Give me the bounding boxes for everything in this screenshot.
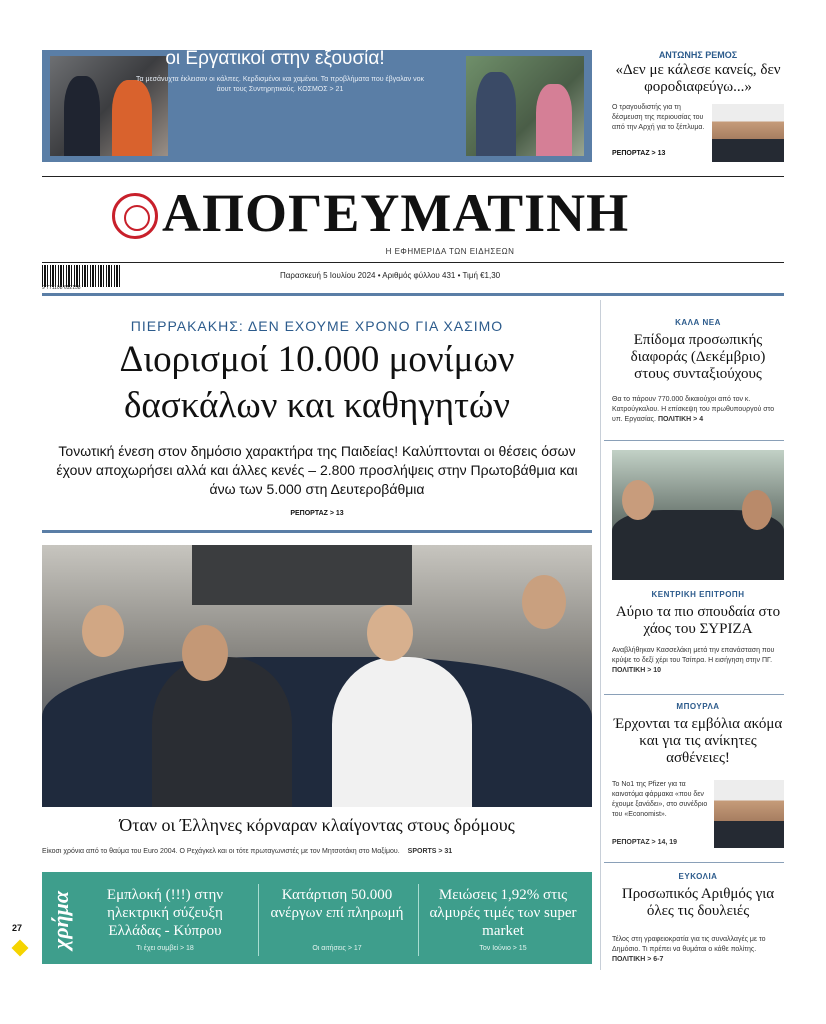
main-story-kicker: ΠΙΕΡΡΑΚΑΚΗΣ: ΔΕΝ ΕΧΟΥΜΕ ΧΡΟΝΟ ΓΙΑ ΧΑΣΙΜΟ bbox=[130, 318, 504, 334]
money-item-headline-2[interactable]: Κατάρτιση 50.000 ανέργων επί πληρωμή bbox=[270, 887, 404, 921]
bourla-portrait bbox=[714, 780, 784, 848]
banner-headline[interactable] bbox=[125, 24, 425, 70]
main-story-deck: Τονωτική ένεση στον δημόσιο χαρακτήρα της Παιδείας! Καλύπτονται οι θέσεις όσων έχουν αποχωρήσει αλλά και άλλες κενές – 2.800 προσλήψεις στην Πρωτοβάθμια και άνω των 5.000 στη Δευτεροβάθμια bbox=[56, 443, 578, 497]
banner-headline-line1: Πικρή ήττα για τον Σούνακ, bbox=[161, 25, 389, 46]
kentriki-headline[interactable]: Αύριο τα πιο σπουδαία στο χάος του ΣΥΡΙΖΑ bbox=[615, 604, 781, 637]
banner-kicker: ΕΚΛΟΓΕΣ ΣΤΗ ΜΕΓΑΛΗ ΒΡΕΤΑΝΙΑ bbox=[193, 8, 357, 18]
barcode-number: 9 771108 652158 bbox=[42, 285, 81, 291]
eykolia-headline[interactable]: Προσωπικός Αριθμός για όλες τις δουλειές bbox=[621, 886, 775, 919]
money-item-headline-1[interactable]: Εμπλοκή (!!!) στην ηλεκτρική σύζευξη Ελλάδας - Κύπρου bbox=[106, 887, 224, 939]
kala-nea-ref[interactable]: ΠΟΛΙΤΙΚΗ > 4 bbox=[657, 416, 704, 423]
page-marker-diamond-icon bbox=[12, 940, 29, 957]
masthead-title[interactable]: ΑΠΟΓΕΥΜΑΤΙΝΗ bbox=[162, 183, 630, 243]
kentriki-kicker: ΚΕΝΤΡΙΚΗ ΕΠΙΤΡΟΠΗ bbox=[651, 590, 745, 599]
kala-nea-headline[interactable]: Επίδομα προσωπικής διαφοράς (Δεκέμβριο) στους συνταξιούχους bbox=[630, 332, 766, 382]
eykolia-text bbox=[612, 935, 784, 965]
photo-caption[interactable]: Όταν οι Έλληνες κόρναραν κλαίγοντας στους δρόμους bbox=[119, 815, 515, 835]
kala-nea-text bbox=[612, 395, 784, 425]
photo-subcaption-text: Είκοσι χρόνια από το θαύμα του Euro 2004. Ο Ρεχάγκελ και οι τότε πρωταγωνιστές με τον Μητσοτάκη στο Μαξίμου. bbox=[42, 848, 400, 855]
right-rule-1 bbox=[604, 440, 784, 441]
money-item-headline-3[interactable]: Μειώσεις 1,92% στις αλμυρές τιμές των super market bbox=[429, 887, 577, 939]
main-story-headline[interactable] bbox=[42, 337, 592, 429]
main-headline-line2: δασκάλων και καθηγητών bbox=[123, 385, 511, 426]
masthead-bottom-rule bbox=[42, 293, 784, 296]
main-headline-line1: Διορισμοί 10.000 μονίμων bbox=[119, 339, 515, 380]
top-right-ref[interactable]: ΡΕΠΟΡΤΑΖ > 13 bbox=[612, 150, 666, 157]
right-column-divider bbox=[600, 300, 601, 970]
top-right-blurb: Ο τραγουδιστής για τη δέσμευση της περιουσίας του από την Αρχή για το ξέπλυμα. bbox=[612, 104, 705, 131]
banner-photo-right bbox=[466, 56, 584, 156]
kentriki-body: Αναβλήθηκαν Κασσελάκη μετά την επανάσταση που κρύψε το δεξί χέρι του Τσίπρα. Η εισήγηση στην ΠΓ. bbox=[612, 647, 775, 664]
bourla-kicker: ΜΠΟΥΡΛΑ bbox=[676, 702, 720, 711]
masthead-mid-rule bbox=[42, 262, 784, 263]
top-right-quote[interactable]: «Δεν με κάλεσε κανείς, δεν φοροδιαφεύγω...» bbox=[615, 62, 781, 95]
bourla-text bbox=[612, 780, 710, 820]
top-right-kicker: ΑΝΤΩΝΗΣ ΡΕΜΟΣ bbox=[658, 50, 738, 60]
money-item-ref-1[interactable]: Τι έχει συμβεί > 18 bbox=[136, 945, 194, 952]
bourla-ref[interactable]: ΡΕΠΟΡΤΑΖ > 14, 19 bbox=[612, 839, 678, 846]
kentriki-ref[interactable]: ΠΟΛΙΤΙΚΗ > 10 bbox=[612, 667, 662, 674]
money-item-ref-2[interactable]: Οι αιτήσεις > 17 bbox=[312, 945, 362, 952]
eykolia-ref[interactable]: ΠΟΛΙΤΙΚΗ > 6-7 bbox=[612, 956, 664, 963]
eykolia-kicker: ΕΥΚΟΛΙΑ bbox=[678, 872, 718, 881]
kentriki-text bbox=[612, 646, 784, 676]
bourla-body: Το Νο1 της Pfizer για τα καινοτόμα φάρμακα «που δεν έχουμε ξανάδει», στο συνέδριο του «Economist». bbox=[612, 781, 708, 818]
main-story-ref[interactable]: ΡΕΠΟΡΤΑΖ > 13 bbox=[290, 510, 344, 517]
bourla-headline[interactable]: Έρχονται τα εμβόλια ακόμα και για τις ανίκητες ασθένειες! bbox=[613, 716, 783, 766]
newspaper-logo-icon bbox=[112, 193, 158, 239]
photo-subcaption-ref[interactable]: SPORTS > 31 bbox=[407, 848, 453, 855]
right-rule-2 bbox=[604, 694, 784, 695]
kala-nea-kicker: ΚΑΛΑ ΝΕΑ bbox=[675, 318, 721, 327]
banner-photo-left bbox=[50, 56, 168, 156]
eykolia-body: Τέλος στη γραφειοκρατία για τις συναλλαγές με το Δημόσιο. Τι πρέπει να θυμάται ο κάθε πολίτης. bbox=[612, 936, 766, 953]
banner-blurb: Τα μεσάνυχτα έκλεισαν οι κάλπες. Κερδισμένοι και χαμένοι. Τα προβλήματα που έβγαλαν νοκ άουτ τους Συντηρητικούς. ΚΟΣΜΟΣ > 21 bbox=[135, 76, 425, 93]
money-item-ref-3[interactable]: Τον Ιούνιο > 15 bbox=[479, 945, 527, 952]
remos-portrait bbox=[712, 104, 784, 162]
barcode-icon bbox=[42, 265, 122, 287]
masthead-tagline: Η ΕΦΗΜΕΡΙΔΑ ΤΩΝ ΕΙΔΗΣΕΩΝ bbox=[385, 247, 515, 256]
issue-line: Παρασκευή 5 Ιουλίου 2024 • Αριθμός φύλλου 431 • Τιμή €1,30 bbox=[280, 271, 501, 280]
syriza-press-photo[interactable] bbox=[612, 450, 784, 580]
money-section-logo: χρήμα bbox=[48, 890, 73, 950]
banner-headline-line2: οι Εργατικοί στην εξουσία! bbox=[165, 48, 385, 69]
kala-nea-body: Θα το πάρουν 770.000 δικαιούχοι από τον κ. Κατρούγκαλου. Η επίσκεψη του πρωθυπουργού στο υπ. Εργασίας. bbox=[612, 396, 775, 423]
masthead-top-rule bbox=[42, 176, 784, 177]
euro2004-team-photo[interactable] bbox=[42, 545, 592, 807]
money-divider-2 bbox=[418, 884, 419, 956]
main-story-rule bbox=[42, 530, 592, 533]
photo-subcaption bbox=[42, 848, 592, 855]
right-rule-3 bbox=[604, 862, 784, 863]
money-divider-1 bbox=[258, 884, 259, 956]
page-number: 27 bbox=[12, 923, 23, 933]
